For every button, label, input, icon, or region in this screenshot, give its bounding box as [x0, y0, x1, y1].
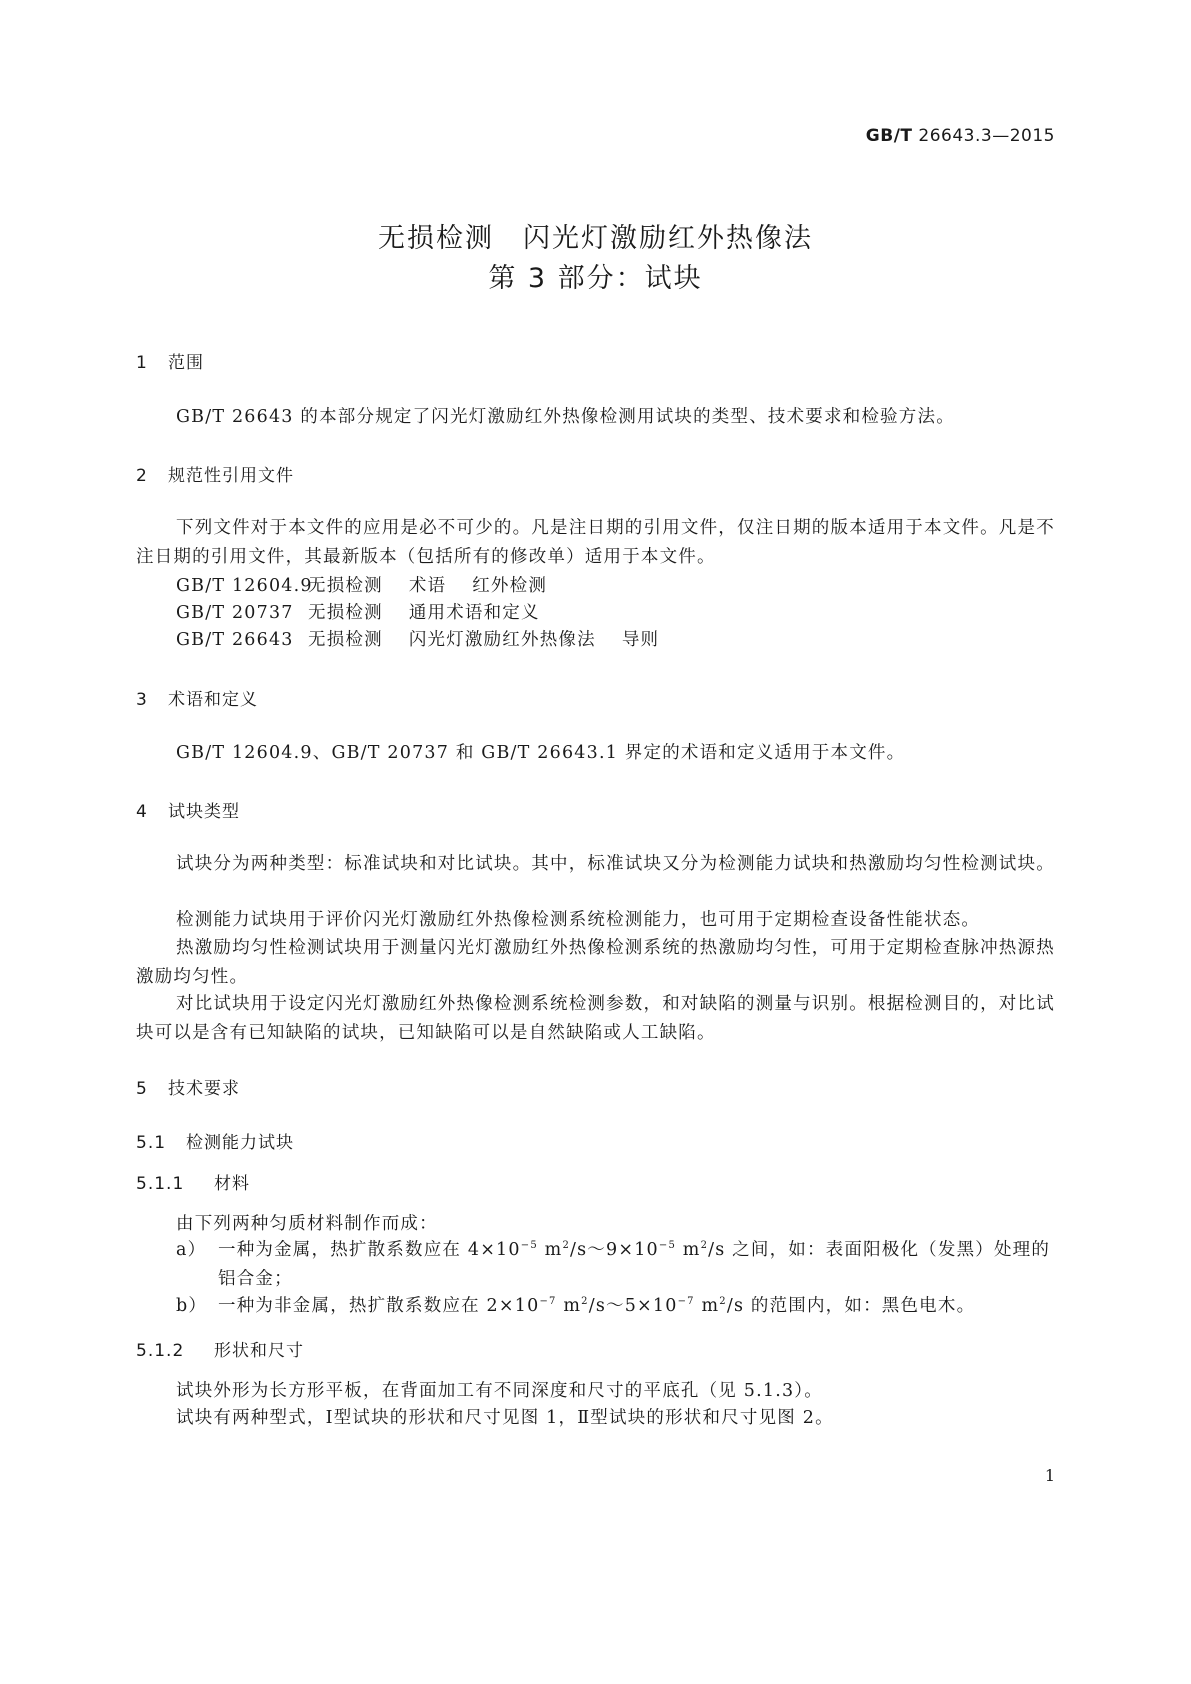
document-title-line2: 第 3 部分：试块	[488, 263, 703, 294]
standard-code-header: GB/T 26643.3—2015	[865, 126, 1055, 146]
shape-paragraph: 试块外形为长方形平板，在背面加工有不同深度和尺寸的平底孔（见 5.1.3）。	[176, 1381, 823, 1401]
shape-paragraph: 试块有两种型式，Ⅰ型试块的形状和尺寸见图 1，Ⅱ型试块的形状和尺寸见图 2。	[176, 1408, 834, 1428]
list-item-a: a） 一种为金属，热扩散系数应在 $4\times 10^{-5}$ $m^2/s\sim 9\times 10^{-5}$ $m^2/s$ 之间，如：表面阳极化（发黑）处理的铝合金；	[176, 1240, 1051, 1289]
document-title-line1: 无损检测 闪光灯激励红外热像法	[378, 223, 813, 254]
section-2-paragraph: 下列文件对于本文件的应用是必不可少的。凡是注日期的引用文件，仅注日期的版本适用于本文件。凡是不注日期的引用文件，其最新版本（包括所有的修改单）适用于本文件。	[136, 518, 1055, 567]
reference-item: GB/T 20737 无损检测 通用术语和定义	[176, 603, 540, 623]
section-4-paragraph: 对比试块用于设定闪光灯激励红外热像检测系统检测参数，和对缺陷的测量与识别。根据检测目的，对比试块可以是含有已知缺陷的试块，已知缺陷可以是自然缺陷或人工缺陷。	[136, 994, 1055, 1043]
subsection-heading-5-1: 5.1 检测能力试块	[136, 1133, 294, 1153]
section-heading-3: 3 术语和定义	[136, 690, 258, 710]
subsection-heading-5-1-1: 5.1.1 材料	[136, 1174, 250, 1194]
section-heading-4: 4 试块类型	[136, 802, 240, 822]
section-3-paragraph: GB/T 12604.9、GB/T 20737 和 GB/T 26643.1 界定的术语和定义适用于本文件。	[176, 743, 906, 763]
page-number: 1	[1044, 1466, 1055, 1485]
materials-intro: 由下列两种匀质材料制作而成：	[176, 1214, 438, 1234]
section-heading-1: 1 范围	[136, 353, 204, 373]
section-4-paragraph: 检测能力试块用于评价闪光灯激励红外热像检测系统检测能力，也可用于定期检查设备性能状态。	[176, 910, 981, 930]
subsection-heading-5-1-2: 5.1.2 形状和尺寸	[136, 1341, 304, 1361]
section-1-paragraph: GB/T 26643 的本部分规定了闪光灯激励红外热像检测用试块的类型、技术要求和检验方法。	[176, 407, 955, 427]
reference-item: GB/T 26643 无损检测 闪光灯激励红外热像法 导则	[176, 630, 660, 650]
section-4-paragraph: 试块分为两种类型：标准试块和对比试块。其中，标准试块又分为检测能力试块和热激励均匀性检测试块。	[176, 854, 1055, 874]
reference-item: GB/T 12604.9无损检测 术语 红外检测	[176, 576, 548, 596]
section-4-paragraph: 热激励均匀性检测试块用于测量闪光灯激励红外热像检测系统的热激励均匀性，可用于定期检查脉冲热源热激励均匀性。	[136, 938, 1055, 987]
section-heading-5: 5 技术要求	[136, 1079, 240, 1099]
list-item-b: b） 一种为非金属，热扩散系数应在 $2\times 10^{-7}$ $m^2/s\sim 5\times 10^{-7}$ $m^2/s$ 的范围内，如：黑色电木。	[176, 1296, 976, 1316]
section-heading-2: 2 规范性引用文件	[136, 466, 294, 486]
